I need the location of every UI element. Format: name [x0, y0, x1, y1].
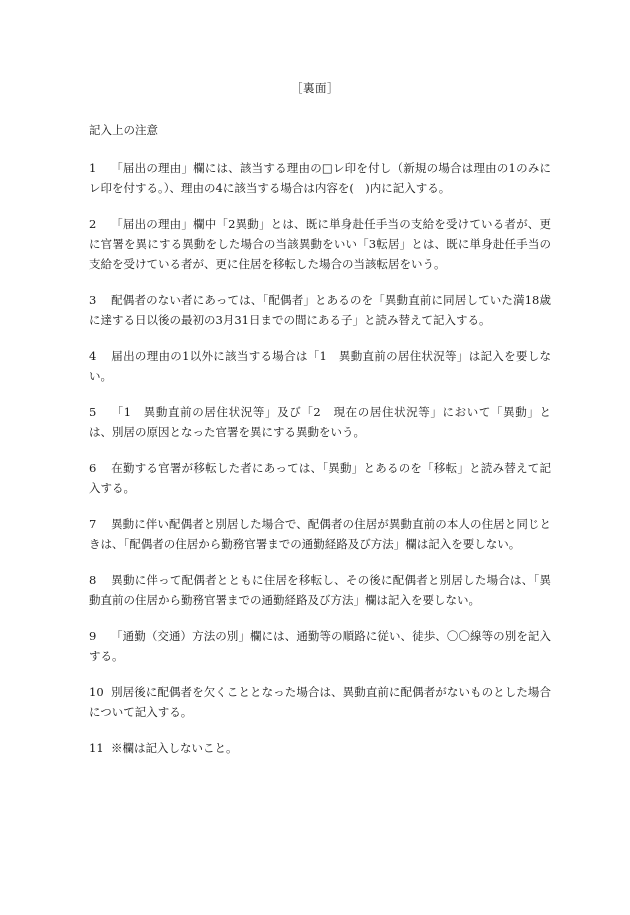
note-item [89, 214, 551, 274]
note-text: 「通勤（交通）方法の別」欄には、通勤等の順路に従い、徒歩、〇〇線等の別を記入する。 [89, 629, 551, 663]
note-item [89, 158, 551, 198]
note-item [89, 458, 551, 498]
note-number: 7 [89, 517, 97, 531]
note-text: 配偶者のない者にあっては、「配偶者」とあるのを「異動直前に同居していた満18歳に達する日以後の最初の3月31日までの間にある子」と読み替えて記入する。 [89, 293, 551, 327]
note-item [89, 514, 551, 554]
note-item [89, 402, 551, 442]
page-header: ［裏面］ [291, 81, 339, 95]
note-text: 異動に伴い配偶者と別居した場合で、配偶者の住居が異動直前の本人の住居と同じときは、「配偶者の住居から勤務官署までの通勤経路及び方法」欄は記入を要しない。 [89, 517, 551, 551]
note-number: 8 [89, 573, 97, 587]
note-item [89, 738, 551, 758]
note-number: 6 [89, 461, 97, 475]
note-item [89, 290, 551, 330]
note-number: 9 [89, 629, 97, 643]
note-item [89, 570, 551, 610]
note-text: 「1 異動直前の居住状況等」及び「2 現在の居住状況等」において「異動」とは、別居の原因となった官署を異にする異動をいう。 [89, 405, 551, 439]
note-text: 「届出の理由」欄中「2異動」とは、既に単身赴任手当の支給を受けている者が、更に官署を異にする異動をした場合の当該異動をいい「3転居」とは、既に単身赴任手当の支給を受けている者が、更に住居を移転した場合の当該転居をいう。 [89, 217, 551, 271]
note-number: 4 [89, 349, 97, 363]
note-number: 1 [89, 161, 97, 175]
note-number: 11 [89, 741, 104, 755]
note-number: 10 [89, 685, 104, 699]
note-text: 在勤する官署が移転した者にあっては、「異動」とあるのを「移転」と読み替えて記入する。 [89, 461, 551, 495]
note-text: 異動に伴って配偶者とともに住居を移転し、その後に配偶者と別居した場合は、「異動直前の住居から勤務官署までの通勤経路及び方法」欄は記入を要しない。 [89, 573, 551, 607]
section-title: 記入上の注意 [89, 123, 158, 137]
note-item [89, 682, 551, 722]
note-text: 別居後に配偶者を欠くこととなった場合は、異動直前に配偶者がないものとした場合について記入する。 [89, 685, 551, 719]
note-text: ※欄は記入しないこと。 [111, 741, 238, 755]
note-number: 5 [89, 405, 97, 419]
notes-list [89, 158, 551, 774]
note-number: 2 [89, 217, 97, 231]
note-item [89, 346, 551, 386]
note-text: 届出の理由の1以外に該当する場合は「1 異動直前の居住状況等」は記入を要しない。 [89, 349, 551, 383]
note-item [89, 626, 551, 666]
note-text: 「届出の理由」欄には、該当する理由の□レ印を付し（新規の場合は理由の1のみにレ印を付する。）、理由の4に該当する場合は内容を( )内に記入する。 [89, 161, 551, 195]
note-number: 3 [89, 293, 97, 307]
